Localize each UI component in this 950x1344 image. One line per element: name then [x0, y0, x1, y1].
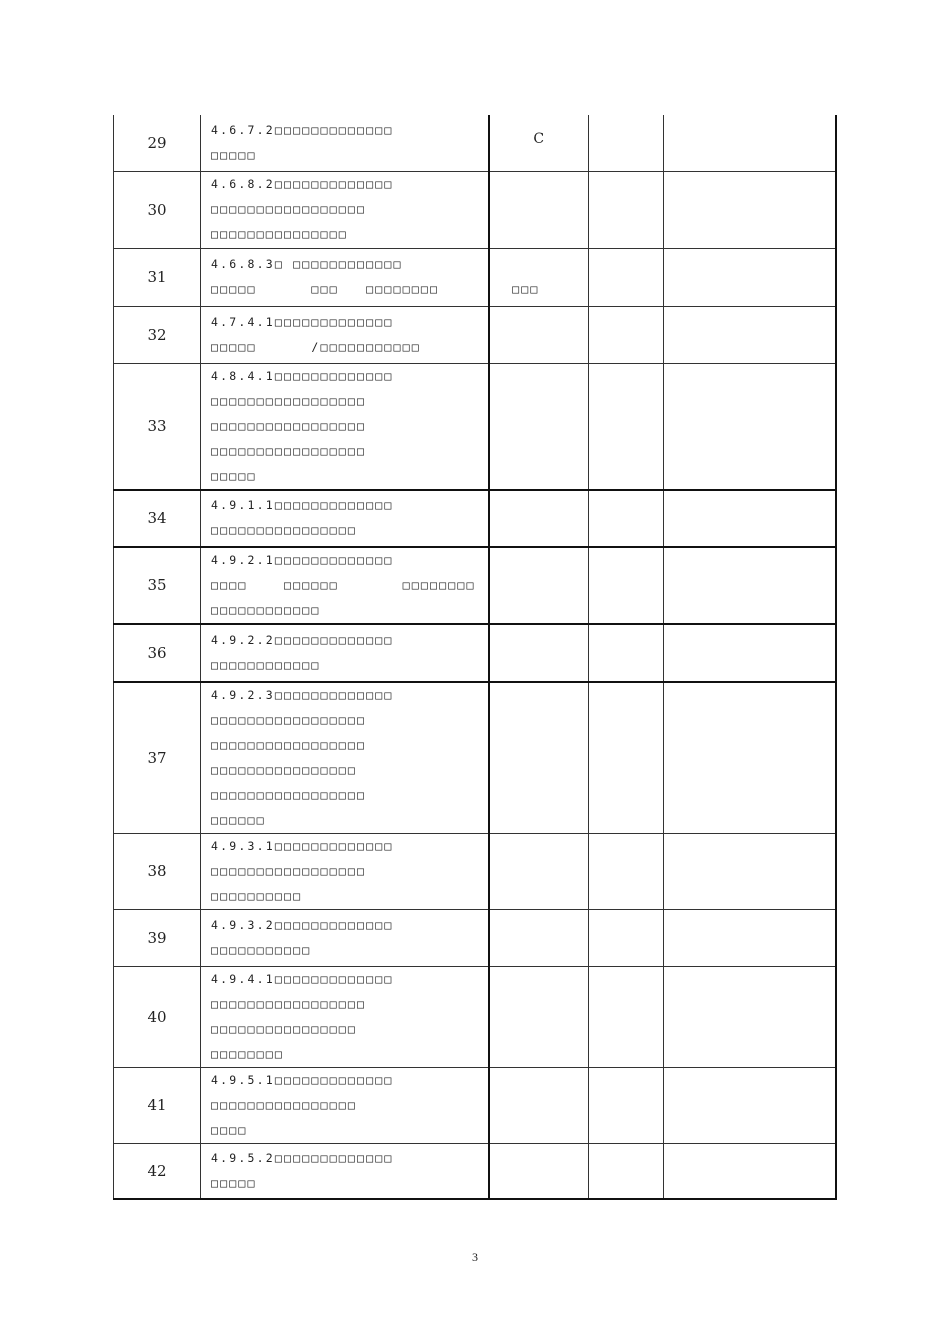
requirements-table — [113, 115, 837, 1200]
requirement-line: □□□□□ □□□ □□□□□□□□ □□□ — [211, 282, 540, 296]
table-row — [114, 115, 836, 171]
requirement-line: 4.8.4.1□□□□□□□□□□□□□ — [211, 368, 394, 383]
page-number: 3 — [472, 1250, 478, 1264]
requirement-line: □□□□□ /□□□□□□□□□□□ — [211, 339, 421, 354]
requirement-text — [201, 115, 489, 171]
blank-cell — [589, 115, 664, 171]
result-cell — [489, 248, 589, 306]
requirement-text — [201, 248, 540, 306]
result-cell — [489, 306, 589, 363]
blank-cell — [589, 248, 664, 306]
remarks-cell — [664, 1067, 836, 1143]
requirement-line: 4.6.7.2□□□□□□□□□□□□□ — [211, 122, 394, 137]
blank-cell — [589, 1067, 664, 1143]
row-number: 41 — [114, 1067, 201, 1143]
result-cell — [489, 833, 589, 909]
requirement-line: □□□□□□□□ — [211, 1046, 284, 1061]
result-cell — [489, 171, 589, 248]
blank-cell — [589, 909, 664, 966]
row-number: 38 — [114, 833, 201, 909]
requirement-text — [201, 966, 489, 1067]
requirement-line: □□□□□□□□□□□□□□□□□ — [211, 418, 367, 433]
remarks-cell — [664, 682, 836, 834]
table-row — [114, 363, 836, 490]
row-number: 37 — [114, 682, 201, 834]
requirement-line: □□□□□ — [211, 1175, 257, 1190]
requirement-line: □□□□□ — [211, 147, 257, 162]
requirement-line: □□□□□□□□□□□□□□□□□ — [211, 996, 367, 1011]
requirement-line: □□□□□□□□□□□□□□□□□ — [211, 393, 367, 408]
requirement-line: □□□□□□□□□□□□□□□ — [211, 227, 348, 241]
result-cell — [489, 1067, 589, 1143]
table-row — [114, 682, 836, 834]
result-cell: C — [489, 115, 589, 171]
remarks-cell — [664, 1143, 836, 1199]
requirement-text — [201, 171, 489, 248]
requirements-table-container — [113, 115, 835, 1200]
requirement-line: □□□□□□□□□□□ — [211, 942, 312, 957]
requirement-line: □□□□□□□□□□□□□□□□ — [211, 762, 357, 777]
table-row — [114, 171, 836, 248]
table-row — [114, 248, 836, 306]
blank-cell — [589, 306, 664, 363]
requirement-text — [201, 833, 489, 909]
remarks-cell — [664, 966, 836, 1067]
row-number: 42 — [114, 1143, 201, 1199]
table-row — [114, 966, 836, 1067]
requirement-line: 4.9.2.1□□□□□□□□□□□□□ — [211, 552, 394, 567]
row-number: 36 — [114, 624, 201, 682]
table-row — [114, 1067, 836, 1143]
row-number: 30 — [114, 171, 201, 248]
requirement-text — [201, 682, 489, 834]
result-cell — [489, 490, 589, 547]
requirement-line: 4.9.1.1□□□□□□□□□□□□□ — [211, 498, 394, 512]
requirement-line: 4.9.3.2□□□□□□□□□□□□□ — [211, 917, 394, 932]
requirement-line: □□□□□□□□□□□□□□□□□ — [211, 202, 367, 216]
blank-cell — [589, 624, 664, 682]
requirement-line: 4.9.2.2□□□□□□□□□□□□□ — [211, 632, 394, 647]
table-body — [114, 115, 836, 1199]
requirement-line: □□□□□□□□□□□□□□□□□ — [211, 712, 367, 727]
requirement-line: 4.7.4.1□□□□□□□□□□□□□ — [211, 314, 394, 329]
remarks-cell — [664, 909, 836, 966]
row-number: 32 — [114, 306, 201, 363]
row-number: 34 — [114, 490, 201, 547]
table-row — [114, 490, 836, 547]
requirement-line: □□□□□□□□□□□□□□□□□ — [211, 737, 367, 752]
requirement-text — [201, 909, 489, 966]
requirement-line: 4.9.2.3□□□□□□□□□□□□□ — [211, 687, 394, 702]
requirement-line: □□□□ — [211, 1122, 248, 1137]
table-row — [114, 909, 836, 966]
remarks-cell — [664, 490, 836, 547]
requirement-text — [201, 490, 489, 547]
requirement-line: □□□□□□□□□□□□□□□□ — [211, 1097, 357, 1112]
requirement-text — [201, 1143, 489, 1199]
requirement-text — [201, 363, 489, 490]
requirement-line: □□□□□□□□□□□□□□□□□ — [211, 863, 367, 878]
remarks-cell — [664, 363, 836, 490]
remarks-cell — [664, 833, 836, 909]
result-cell — [489, 1143, 589, 1199]
remarks-cell — [664, 624, 836, 682]
blank-cell — [589, 363, 664, 490]
remarks-cell — [664, 248, 836, 306]
requirement-line: 4.6.8.3□ □□□□□□□□□□□□ — [211, 257, 403, 271]
blank-cell — [589, 966, 664, 1067]
requirement-text — [201, 306, 489, 363]
requirement-line: □□□□□□□□□□ — [211, 888, 303, 903]
result-cell — [489, 966, 589, 1067]
remarks-cell — [664, 547, 836, 624]
requirement-line: 4.6.8.2□□□□□□□□□□□□□ — [211, 177, 394, 191]
table-row — [114, 1143, 836, 1199]
row-number: 29 — [114, 115, 201, 171]
requirement-line: □□□□□□□□□□□□□□□□ — [211, 1021, 357, 1036]
remarks-cell — [664, 306, 836, 363]
requirement-line: □□□□□ — [211, 468, 257, 483]
table-row — [114, 547, 836, 624]
blank-cell — [589, 833, 664, 909]
requirement-text — [201, 624, 489, 682]
table-row — [114, 306, 836, 363]
requirement-line: □□□□□□□□□□□□□□□□□ — [211, 787, 367, 802]
blank-cell — [589, 490, 664, 547]
requirement-line: □□□□ □□□□□□ □□□□□□□□ — [211, 577, 476, 592]
requirement-line: □□□□□□□□□□□□□□□□□ — [211, 443, 367, 458]
row-number: 35 — [114, 547, 201, 624]
result-cell — [489, 547, 589, 624]
blank-cell — [589, 1143, 664, 1199]
blank-cell — [589, 547, 664, 624]
row-number: 31 — [114, 248, 201, 306]
table-row — [114, 833, 836, 909]
requirement-text — [201, 547, 489, 624]
requirement-line: □□□□□□□□□□□□□□□□ — [211, 523, 357, 537]
row-number: 39 — [114, 909, 201, 966]
requirement-line: □□□□□□ — [211, 812, 266, 827]
requirement-text — [201, 1067, 489, 1143]
requirement-line: □□□□□□□□□□□□ — [211, 657, 321, 672]
result-cell — [489, 682, 589, 834]
table-row — [114, 624, 836, 682]
row-number: 33 — [114, 363, 201, 490]
requirement-line: 4.9.5.2□□□□□□□□□□□□□ — [211, 1150, 394, 1165]
requirement-line: 4.9.4.1□□□□□□□□□□□□□ — [211, 971, 394, 986]
requirement-line: □□□□□□□□□□□□ — [211, 602, 321, 617]
result-cell — [489, 624, 589, 682]
remarks-cell — [664, 171, 836, 248]
result-cell — [489, 363, 589, 490]
remarks-cell — [664, 115, 836, 171]
result-cell — [489, 909, 589, 966]
requirement-line: 4.9.3.1□□□□□□□□□□□□□ — [211, 838, 394, 853]
row-number: 40 — [114, 966, 201, 1067]
blank-cell — [589, 682, 664, 834]
blank-cell — [589, 171, 664, 248]
requirement-line: 4.9.5.1□□□□□□□□□□□□□ — [211, 1072, 394, 1087]
